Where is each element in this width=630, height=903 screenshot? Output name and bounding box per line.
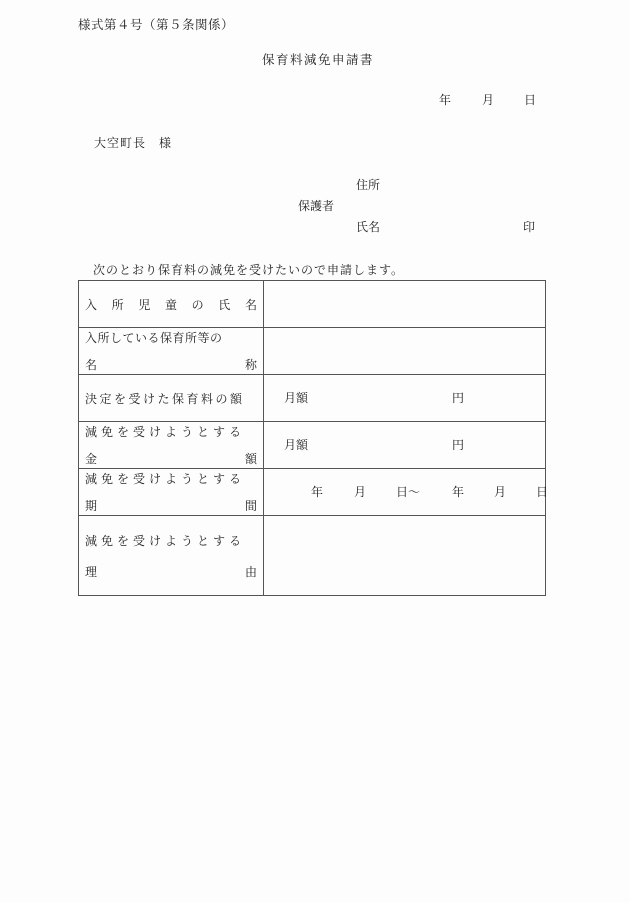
reduction-period-label-char: 期 <box>85 499 98 513</box>
facility-name-label-char: 称 <box>244 358 257 372</box>
address-label: 住所 <box>356 178 381 192</box>
label-cell <box>79 516 264 596</box>
monthly-amount-label: 月額 <box>284 438 309 452</box>
label-cell <box>79 469 264 516</box>
reduction-amount-label-char: 額 <box>244 452 257 466</box>
reduction-reason-label: 減免を受けようとする <box>85 533 246 548</box>
table-row <box>79 281 546 328</box>
table-row <box>79 375 546 422</box>
label-cell <box>79 375 264 422</box>
facility-name-label-char: 名 <box>85 358 98 372</box>
facility-name-label: 入所している保育所等の <box>85 331 223 345</box>
label-cell <box>79 328 264 375</box>
monthly-amount-label: 月額 <box>284 391 309 405</box>
label-char: 児 <box>138 297 151 312</box>
decided-fee-field[interactable] <box>264 375 546 422</box>
application-table <box>78 280 549 596</box>
label-char: 氏 <box>218 297 231 312</box>
name-label: 氏名 <box>356 220 381 234</box>
reduction-amount-field[interactable] <box>264 422 546 469</box>
table-row <box>79 422 546 469</box>
date-day-label: 日 <box>524 93 537 107</box>
intro-text: 次のとおり保育料の減免を受けたいので申請します。 <box>93 263 405 277</box>
reduction-reason-label-char: 由 <box>244 564 257 579</box>
period-from-year: 年 <box>311 485 324 499</box>
child-name-field[interactable] <box>264 281 546 328</box>
label-char: 所 <box>111 297 124 312</box>
guardian-label: 保護者 <box>298 199 335 213</box>
reduction-period-label: 減免を受けようとする <box>85 472 246 486</box>
period-to-year: 年 <box>452 485 465 499</box>
yen-unit: 円 <box>452 391 465 405</box>
period-to-day: 日 <box>536 485 549 499</box>
yen-unit: 円 <box>452 438 465 452</box>
addressee: 大空町長 様 <box>94 136 173 150</box>
reduction-amount-label-char: 金 <box>85 452 98 466</box>
label-cell <box>79 281 264 328</box>
reduction-reason-field[interactable] <box>264 516 546 596</box>
label-char: 名 <box>244 297 257 312</box>
period-to-month: 月 <box>494 485 507 499</box>
table-row <box>79 328 546 375</box>
reduction-period-field[interactable] <box>264 469 549 516</box>
decided-fee-label: 決定を受けた保育料の額 <box>85 391 245 406</box>
facility-name-field[interactable] <box>264 328 546 375</box>
document-title: 保育料減免申請書 <box>262 52 375 67</box>
label-char: の <box>191 297 204 312</box>
period-from-month: 月 <box>354 485 367 499</box>
table-row <box>79 469 546 516</box>
form-number: 様式第４号（第５条関係） <box>78 17 235 32</box>
child-name-label <box>85 296 257 313</box>
table-row <box>79 516 546 596</box>
period-from-day: 日～ <box>396 485 421 499</box>
reduction-reason-label-char: 理 <box>85 564 98 579</box>
seal-label: 印 <box>523 220 536 234</box>
reduction-period-label-char: 間 <box>244 499 257 513</box>
label-cell <box>79 422 264 469</box>
label-char: 童 <box>164 297 177 312</box>
reduction-amount-label: 減免を受けようとする <box>85 425 246 439</box>
date-month-label: 月 <box>482 93 495 107</box>
label-char: 入 <box>85 297 98 312</box>
date-year-label: 年 <box>439 93 452 107</box>
